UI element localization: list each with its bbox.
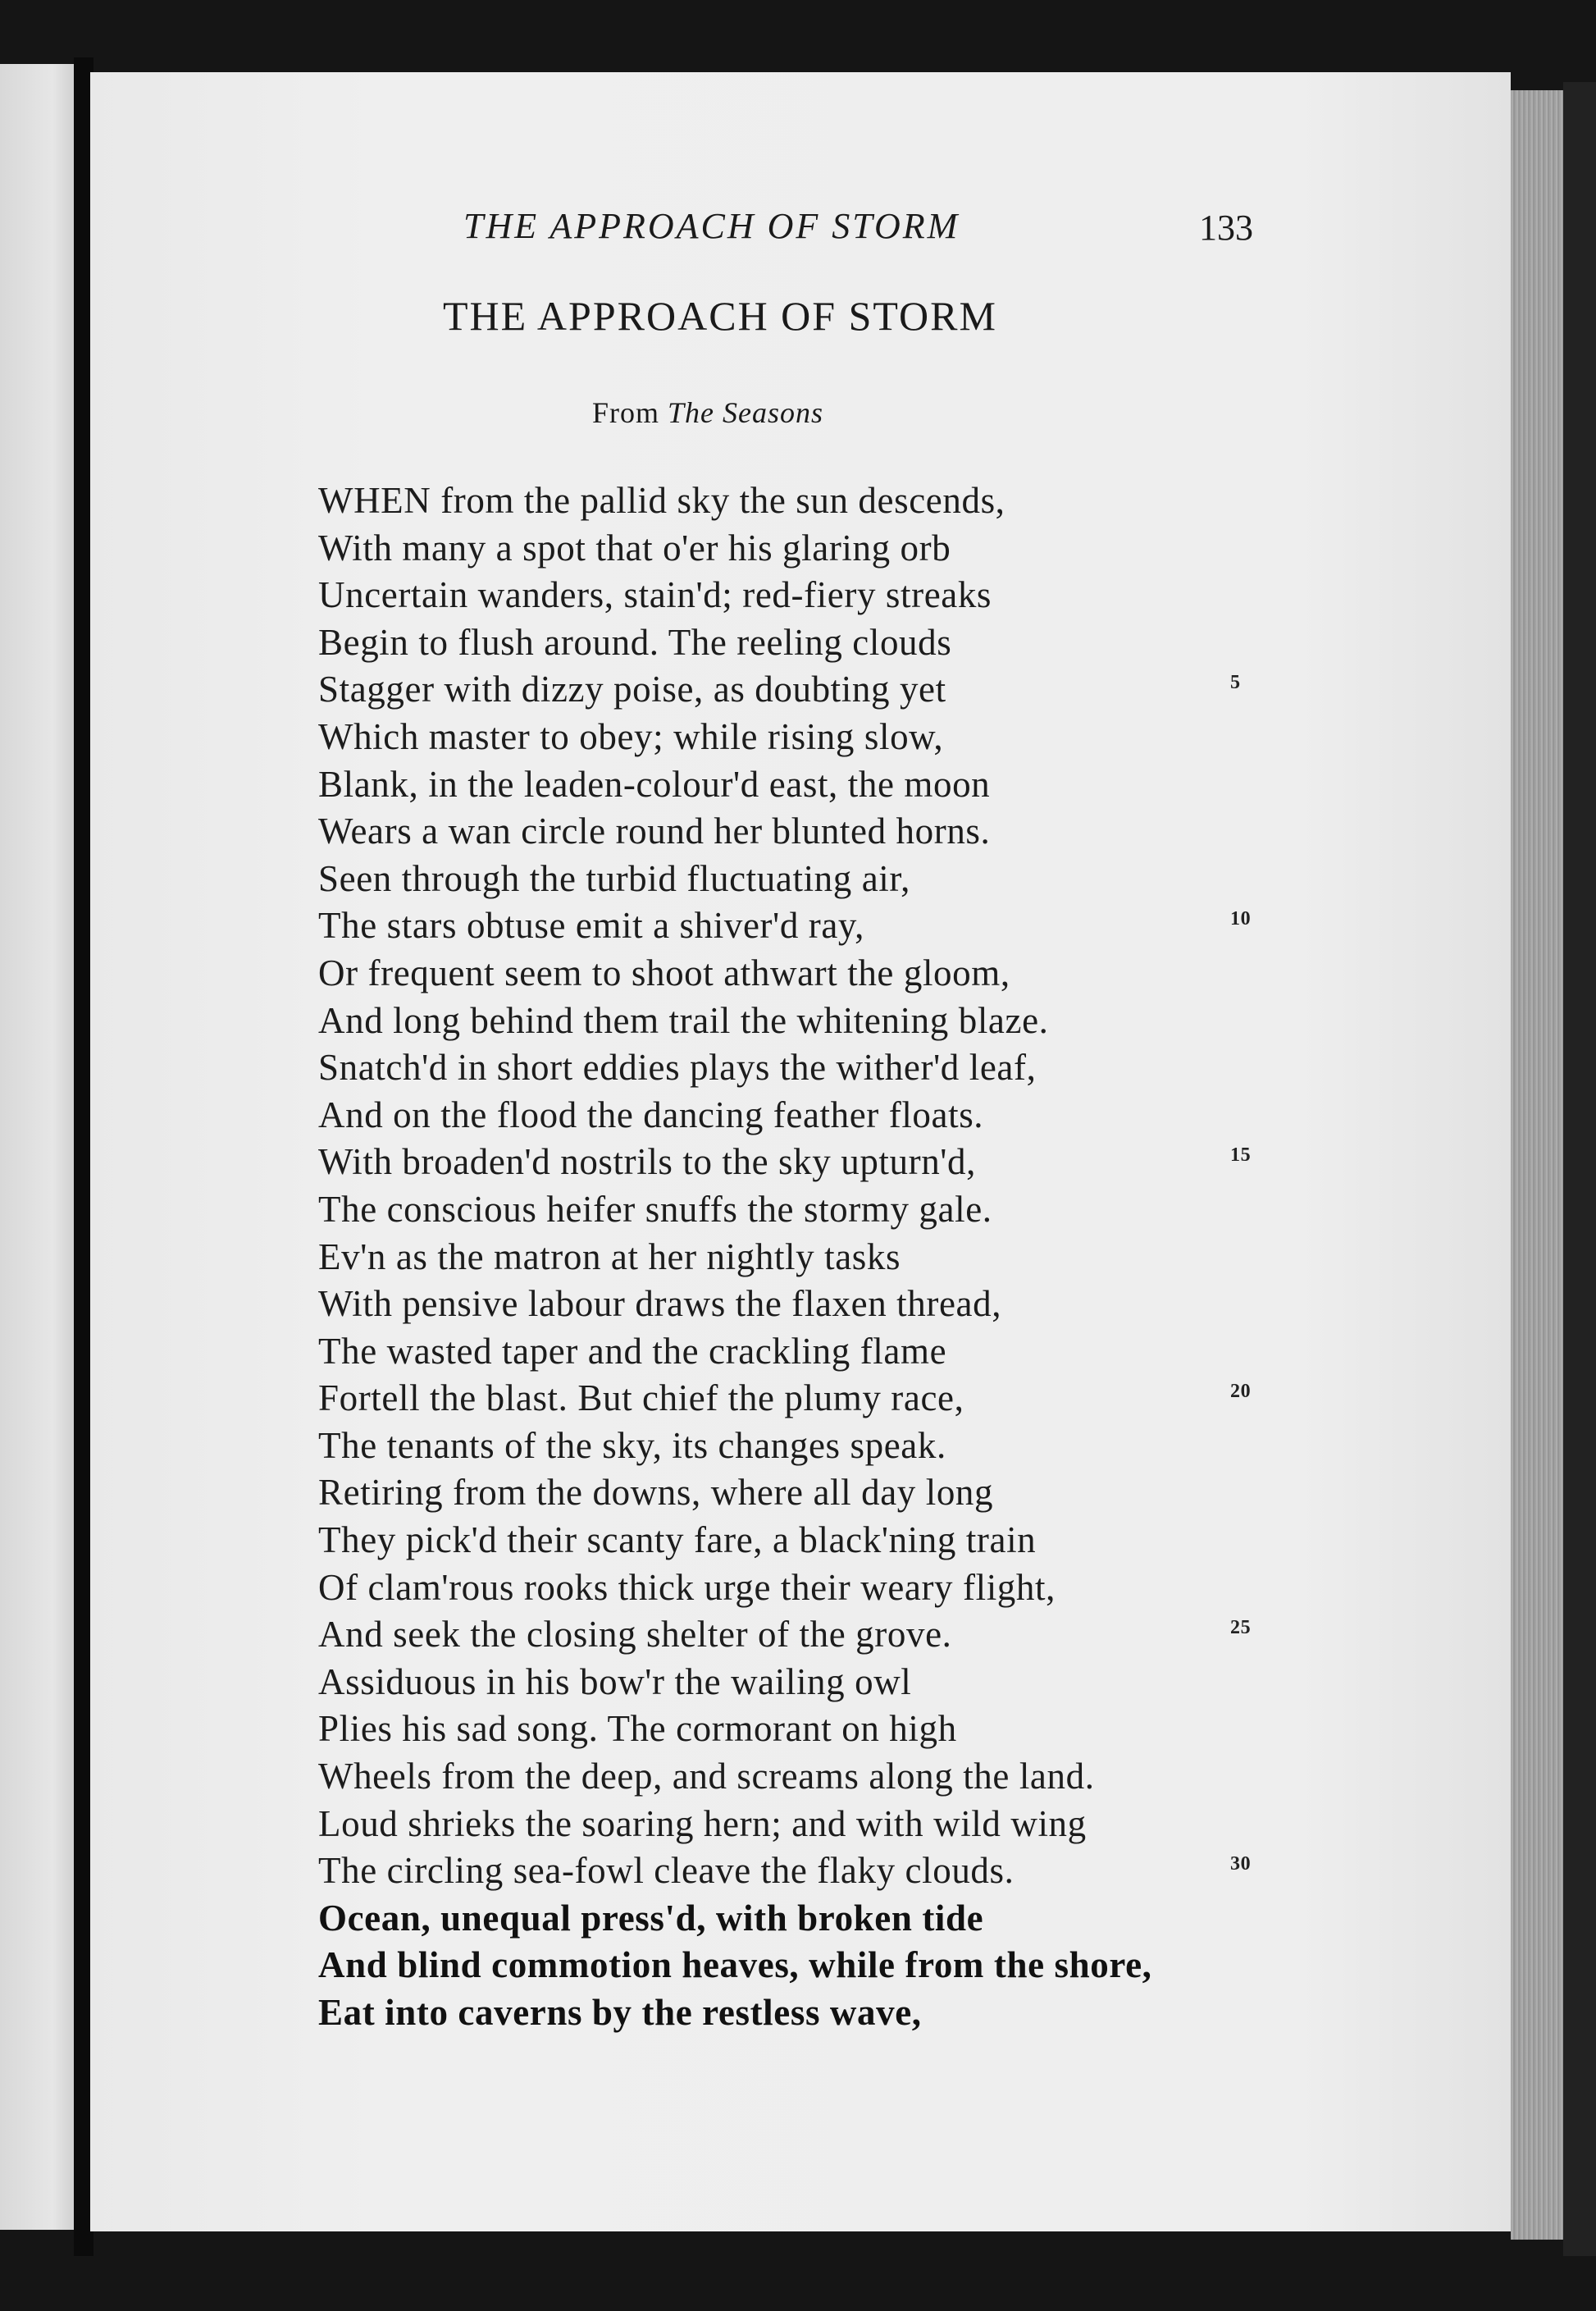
poem-line-text: Blank, in the leaden-colour'd east, the moon <box>318 763 991 805</box>
poem-line <box>318 666 1270 714</box>
poem-line <box>318 1895 1270 1943</box>
poem-line <box>318 1517 1270 1564</box>
poem-line <box>318 1139 1270 1186</box>
poem-line-text: The tenants of the sky, its changes speak. <box>318 1424 946 1466</box>
poem-line-text: With pensive labour draws the flaxen thread, <box>318 1283 1002 1325</box>
poem-line <box>318 1801 1270 1848</box>
poem-line-text: The stars obtuse emit a shiver'd ray, <box>318 905 864 947</box>
line-number: 20 <box>1230 1381 1252 1403</box>
poem-line-text: And long behind them trail the whitening blaze. <box>318 999 1049 1041</box>
source-work-title: The Seasons <box>668 396 824 429</box>
poem-line <box>318 1469 1270 1517</box>
poem-line-text: And seek the closing shelter of the grove. <box>318 1614 952 1656</box>
poem-line-text: Ev'n as the matron at her nightly tasks <box>318 1235 901 1277</box>
poem-line <box>318 619 1270 667</box>
poem-title: THE APPROACH OF STORM <box>443 293 997 339</box>
poem-line-text: Or frequent seem to shoot athwart the gloom, <box>318 952 1010 993</box>
poem-line-text: Begin to flush around. The reeling clouds <box>318 621 952 663</box>
poem-line-text: Uncertain wanders, stain'd; red-fiery streaks <box>318 574 992 616</box>
poem-line <box>318 1611 1270 1659</box>
poem-line <box>318 1281 1270 1328</box>
poem-body <box>318 477 1270 2037</box>
poem-line-text: The circling sea-fowl cleave the flaky clouds. <box>318 1850 1015 1892</box>
page-edge-shadow <box>1563 82 1596 2256</box>
page-stack-edge <box>1511 90 1563 2240</box>
poem-line-text: WHEN from the pallid sky the sun descends, <box>318 480 1005 521</box>
poem-line <box>318 1564 1270 1612</box>
poem-line <box>318 808 1270 856</box>
poem-line-text: Of clam'rous rooks thick urge their weary flight, <box>318 1566 1056 1608</box>
poem-line <box>318 1234 1270 1281</box>
poem-line-text: And on the flood the dancing feather floats. <box>318 1094 984 1135</box>
poem-line-text: They pick'd their scanty fare, a black'ning train <box>318 1519 1037 1561</box>
poem-line-text: With many a spot that o'er his glaring orb <box>318 527 951 569</box>
poem-line <box>318 1942 1270 1989</box>
poem-line <box>318 1186 1270 1234</box>
poem-line <box>318 1375 1270 1423</box>
line-number: 25 <box>1230 1617 1252 1639</box>
poem-line <box>318 1092 1270 1140</box>
poem-line-text: Seen through the turbid fluctuating air, <box>318 857 911 899</box>
line-number: 15 <box>1230 1144 1252 1167</box>
poem-line <box>318 856 1270 903</box>
poem-line-text: Loud shrieks the soaring hern; and with wild wing <box>318 1802 1087 1844</box>
poem-line-text: The wasted taper and the crackling flame <box>318 1330 947 1372</box>
poem-line-text: Stagger with dizzy poise, as doubting yet <box>318 669 946 710</box>
poem-line-text: Snatch'd in short eddies plays the wither'd leaf, <box>318 1047 1037 1089</box>
line-number: 10 <box>1230 908 1252 930</box>
poem-line-text: With broaden'd nostrils to the sky upturn'd, <box>318 1141 976 1183</box>
poem-line-text: Wheels from the deep, and screams along the land. <box>318 1756 1095 1797</box>
poem-line <box>318 525 1270 573</box>
running-head: THE APPROACH OF STORM <box>463 206 960 246</box>
poem-line-text: Eat into caverns by the restless wave, <box>318 1992 922 2033</box>
poem-line-text: Ocean, unequal press'd, with broken tide <box>318 1897 984 1939</box>
poem-line <box>318 902 1270 950</box>
poem-line-text: Wears a wan circle round her blunted horns. <box>318 811 991 852</box>
poem-line <box>318 1847 1270 1895</box>
poem-line <box>318 761 1270 809</box>
poem-source <box>592 395 823 430</box>
poem-line <box>318 1706 1270 1753</box>
line-number: 30 <box>1230 1853 1252 1875</box>
poem-line-text: Assiduous in his bow'r the wailing owl <box>318 1660 912 1702</box>
poem-line <box>318 477 1270 525</box>
poem-line <box>318 1753 1270 1801</box>
poem-line-text: Retiring from the downs, where all day long <box>318 1472 994 1514</box>
poem-line-text: The conscious heifer snuffs the stormy gale. <box>318 1188 992 1230</box>
page-number: 133 <box>1199 208 1253 248</box>
line-number: 5 <box>1230 672 1241 694</box>
poem-line-text: Which master to obey; while rising slow, <box>318 715 944 757</box>
poem-line <box>318 1659 1270 1706</box>
poem-line <box>318 1044 1270 1092</box>
poem-line-text: Fortell the blast. But chief the plumy race, <box>318 1377 964 1419</box>
poem-line <box>318 1989 1270 2037</box>
poem-line-text: Plies his sad song. The cormorant on high <box>318 1708 957 1750</box>
poem-line <box>318 714 1270 761</box>
poem-line <box>318 950 1270 998</box>
poem-line-text: And blind commotion heaves, while from the shore, <box>318 1944 1152 1986</box>
poem-line <box>318 1328 1270 1376</box>
adjacent-left-page <box>0 64 75 2230</box>
poem-line <box>318 998 1270 1045</box>
poem-line <box>318 1423 1270 1470</box>
poem-line <box>318 572 1270 619</box>
source-prefix: From <box>592 396 660 429</box>
